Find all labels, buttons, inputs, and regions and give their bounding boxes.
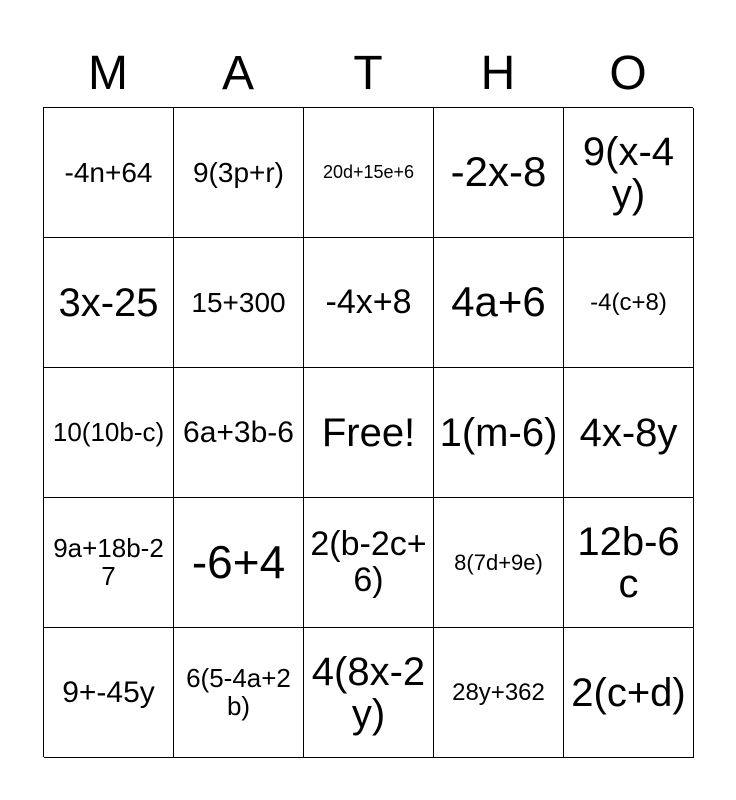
bingo-cell[interactable]: 2(c+d): [564, 628, 694, 758]
header-letter-o: O: [609, 47, 647, 100]
bingo-cell[interactable]: 10(10b-c): [44, 368, 174, 498]
bingo-header: [43, 40, 693, 108]
bingo-cell[interactable]: 15+300: [174, 238, 304, 368]
bingo-cell[interactable]: 6(5-4a+2b): [174, 628, 304, 758]
bingo-cell[interactable]: 28y+362: [434, 628, 564, 758]
bingo-cell[interactable]: 9+-45y: [44, 628, 174, 758]
bingo-cell[interactable]: 8(7d+9e): [434, 498, 564, 628]
header-letter-m: M: [88, 47, 128, 100]
bingo-cell[interactable]: -2x-8: [434, 108, 564, 238]
bingo-cell[interactable]: 4x-8y: [564, 368, 694, 498]
bingo-cell[interactable]: 1(m-6): [434, 368, 564, 498]
bingo-cell[interactable]: 4a+6: [434, 238, 564, 368]
bingo-cell[interactable]: -4x+8: [304, 238, 434, 368]
header-letter-a: A: [221, 47, 254, 100]
bingo-cell[interactable]: 4(8x-2y): [304, 628, 434, 758]
header-letter-t: T: [353, 47, 383, 100]
free-space-cell[interactable]: Free!: [304, 368, 434, 498]
header-letter-h: H: [480, 47, 516, 100]
bingo-cell[interactable]: -6+4: [174, 498, 304, 628]
bingo-cell[interactable]: 9(x-4y): [564, 108, 694, 238]
bingo-board: [43, 107, 693, 757]
bingo-cell[interactable]: 3x-25: [44, 238, 174, 368]
bingo-cell[interactable]: 6a+3b-6: [174, 368, 304, 498]
bingo-cell[interactable]: -4(c+8): [564, 238, 694, 368]
bingo-cell[interactable]: 20d+15e+6: [304, 108, 434, 238]
bingo-cell[interactable]: 2(b-2c+6): [304, 498, 434, 628]
bingo-cell[interactable]: 12b-6c: [564, 498, 694, 628]
bingo-cell[interactable]: -4n+64: [44, 108, 174, 238]
bingo-cell[interactable]: 9a+18b-27: [44, 498, 174, 628]
bingo-cell[interactable]: 9(3p+r): [174, 108, 304, 238]
